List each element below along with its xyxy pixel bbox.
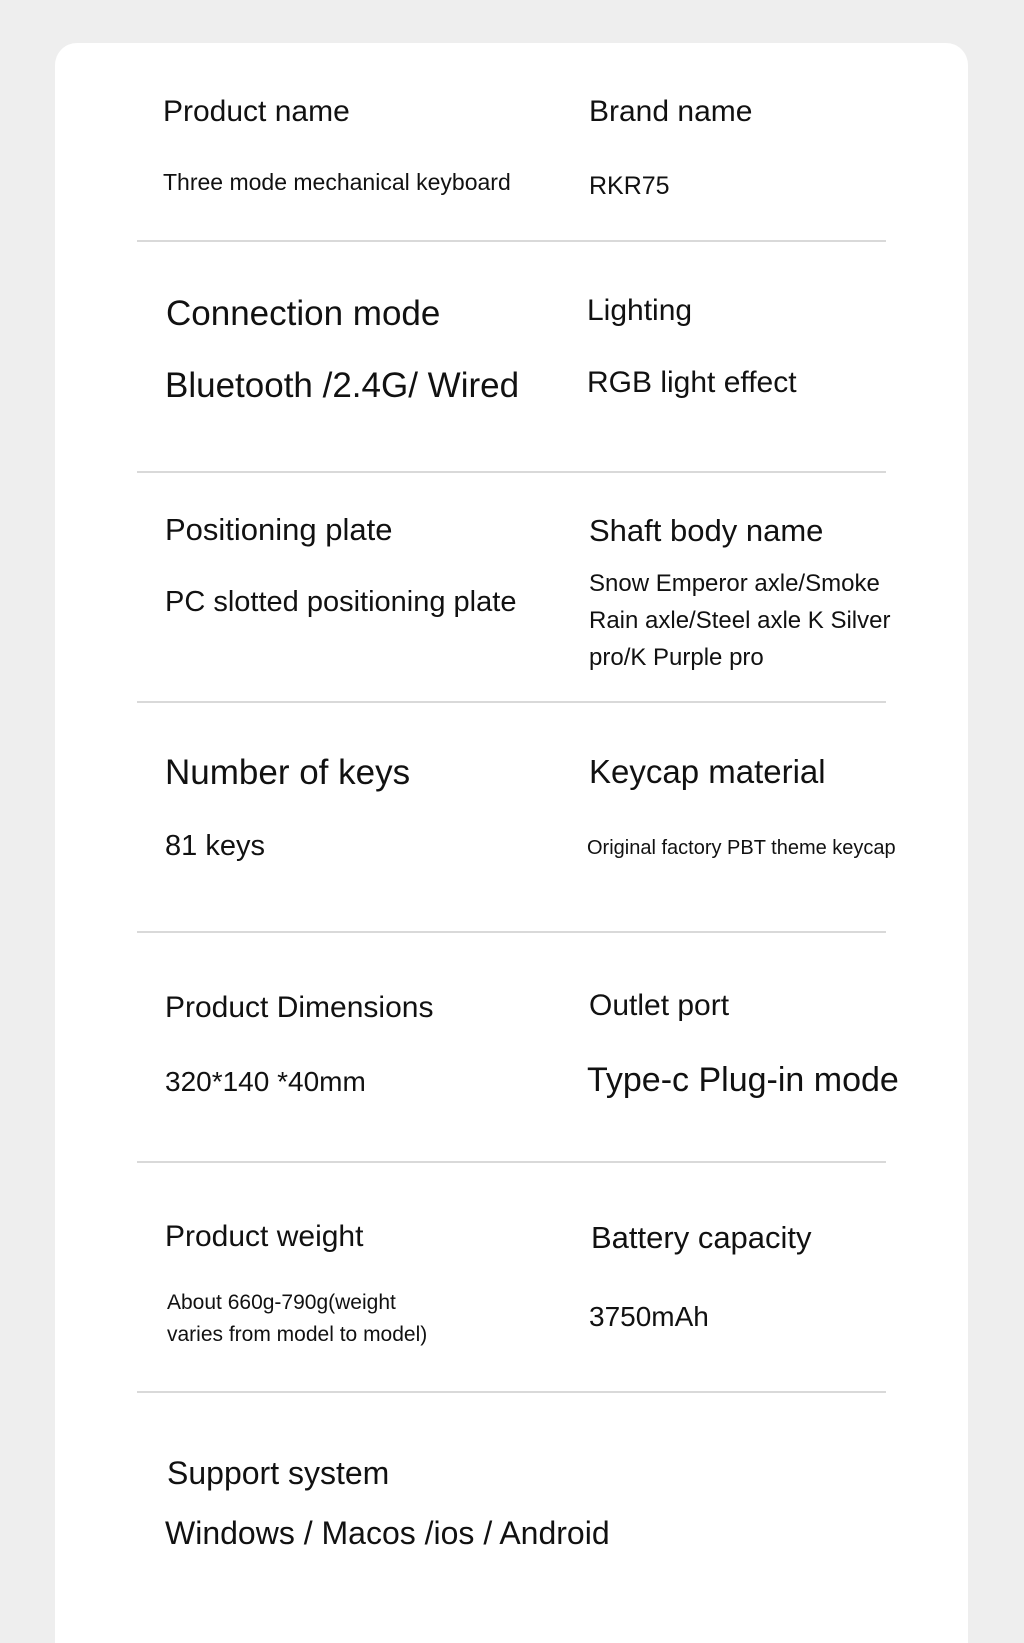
spec-label-lighting: Lighting <box>587 294 693 327</box>
divider <box>137 1161 886 1163</box>
spec-value-product-dimensions: 320*140 *40mm <box>165 1066 366 1097</box>
spec-value-product-weight-line-1: About 660g-790g(weight <box>167 1291 396 1314</box>
spec-value-keycap-material: Original factory PBT theme keycap <box>587 837 896 859</box>
spec-label-support-system: Support system <box>167 1455 390 1491</box>
spec-value-battery-capacity: 3750mAh <box>589 1301 709 1332</box>
spec-label-product-name: Product name <box>163 95 350 128</box>
spec-value-brand-name: RKR75 <box>589 172 670 200</box>
spec-label-keycap-material: Keycap material <box>589 753 826 790</box>
spec-label-outlet-port: Outlet port <box>589 989 730 1022</box>
spec-value-product-name: Three mode mechanical keyboard <box>163 169 511 195</box>
divider <box>137 701 886 703</box>
spec-label-positioning-plate: Positioning plate <box>165 512 393 547</box>
divider <box>137 1391 886 1393</box>
spec-value-positioning-plate: PC slotted positioning plate <box>165 586 517 618</box>
spec-value-shaft-body-line-3: pro/K Purple pro <box>589 644 764 671</box>
spec-value-support-system: Windows / Macos /ios / Android <box>165 1515 610 1551</box>
spec-value-product-weight-line-2: varies from model to model) <box>167 1323 428 1346</box>
spec-label-product-weight: Product weight <box>165 1220 364 1253</box>
spec-value-connection-mode: Bluetooth /2.4G/ Wired <box>165 366 520 405</box>
spec-value-number-of-keys: 81 keys <box>165 830 265 862</box>
spec-label-number-of-keys: Number of keys <box>165 753 411 792</box>
spec-label-battery-capacity: Battery capacity <box>591 1220 812 1255</box>
spec-label-brand-name: Brand name <box>589 95 753 128</box>
spec-value-shaft-body-line-1: Snow Emperor axle/Smoke <box>589 570 880 597</box>
spec-value-outlet-port: Type-c Plug-in mode <box>587 1061 899 1099</box>
spec-label-shaft-body-name: Shaft body name <box>589 513 824 548</box>
divider <box>137 240 886 242</box>
spec-value-lighting: RGB light effect <box>587 366 797 399</box>
spec-label-connection-mode: Connection mode <box>166 294 441 333</box>
divider <box>137 471 886 473</box>
spec-value-shaft-body-line-2: Rain axle/Steel axle K Silver <box>589 607 891 634</box>
spec-label-product-dimensions: Product Dimensions <box>165 991 434 1024</box>
divider <box>137 931 886 933</box>
